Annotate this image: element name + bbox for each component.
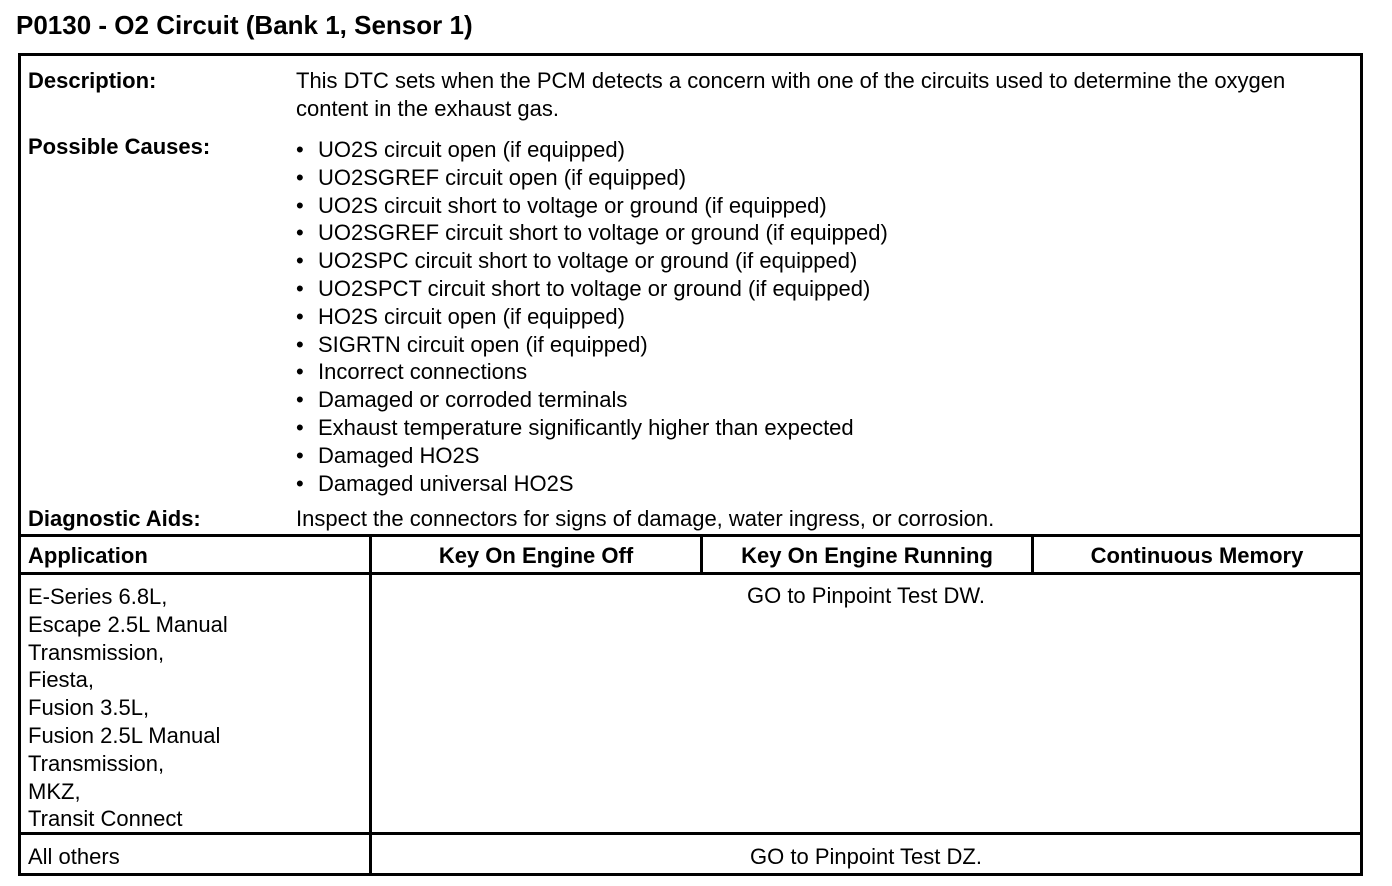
application-list [28, 583, 228, 833]
row-2-action: GO to Pinpoint Test DZ. [750, 844, 982, 869]
list-item: • UO2S circuit short to voltage or ground (if equipped) [296, 192, 888, 220]
divider [21, 534, 1360, 537]
list-item: • Incorrect connections [296, 358, 888, 386]
page-title: P0130 - O2 Circuit (Bank 1, Sensor 1) [16, 10, 473, 40]
list-item: Fusion 3.5L, [28, 695, 150, 721]
row-2-application: All others [28, 844, 120, 869]
list-item: Transit Connect [28, 806, 183, 832]
possible-causes-label: Possible Causes: [28, 134, 211, 159]
row-1-action: GO to Pinpoint Test DW. [746, 583, 986, 608]
possible-causes-list [296, 136, 888, 497]
list-item: • UO2SGREF circuit open (if equipped) [296, 164, 888, 192]
list-item: Transmission, [28, 750, 165, 776]
description-text: This DTC sets when the PCM detects a concern with one of the circuits used to determine the oxygen content in the exhaust gas. [296, 68, 1286, 121]
list-item: • Exhaust temperature significantly higher than expected [296, 414, 888, 442]
list-item: • UO2SGREF circuit short to voltage or ground (if equipped) [296, 219, 888, 247]
list-item: Transmission, [28, 639, 165, 665]
list-item: • UO2SPCT circuit short to voltage or ground (if equipped) [296, 275, 888, 303]
list-item: E-Series 6.8L, [28, 584, 168, 609]
list-item: Fusion 2.5L Manual [28, 722, 221, 748]
list-item: • HO2S circuit open (if equipped) [296, 303, 888, 331]
list-item: • Damaged or corroded terminals [296, 386, 888, 414]
list-item: • Damaged HO2S [296, 442, 888, 470]
list-item: • SIGRTN circuit open (if equipped) [296, 331, 888, 359]
dtc-table [18, 53, 1363, 876]
column-header-key-on-engine-running: Key On Engine Running [741, 543, 993, 568]
list-item: • UO2SPC circuit short to voltage or ground (if equipped) [296, 247, 888, 275]
divider [21, 572, 1360, 575]
list-item: • UO2S circuit open (if equipped) [296, 136, 888, 164]
diagnostic-aids-label: Diagnostic Aids: [28, 506, 201, 531]
list-item: • Damaged universal HO2S [296, 470, 888, 498]
column-header-key-on-engine-off: Key On Engine Off [438, 543, 634, 568]
list-item: Escape 2.5L Manual [28, 611, 228, 637]
column-header-application: Application [28, 543, 148, 568]
list-item: MKZ, [28, 778, 81, 804]
diagnostic-aids-text: Inspect the connectors for signs of damage, water ingress, or corrosion. [296, 506, 995, 531]
list-item: Fiesta, [28, 667, 95, 693]
description-label: Description: [28, 68, 157, 93]
column-header-continuous-memory: Continuous Memory [1090, 543, 1304, 568]
